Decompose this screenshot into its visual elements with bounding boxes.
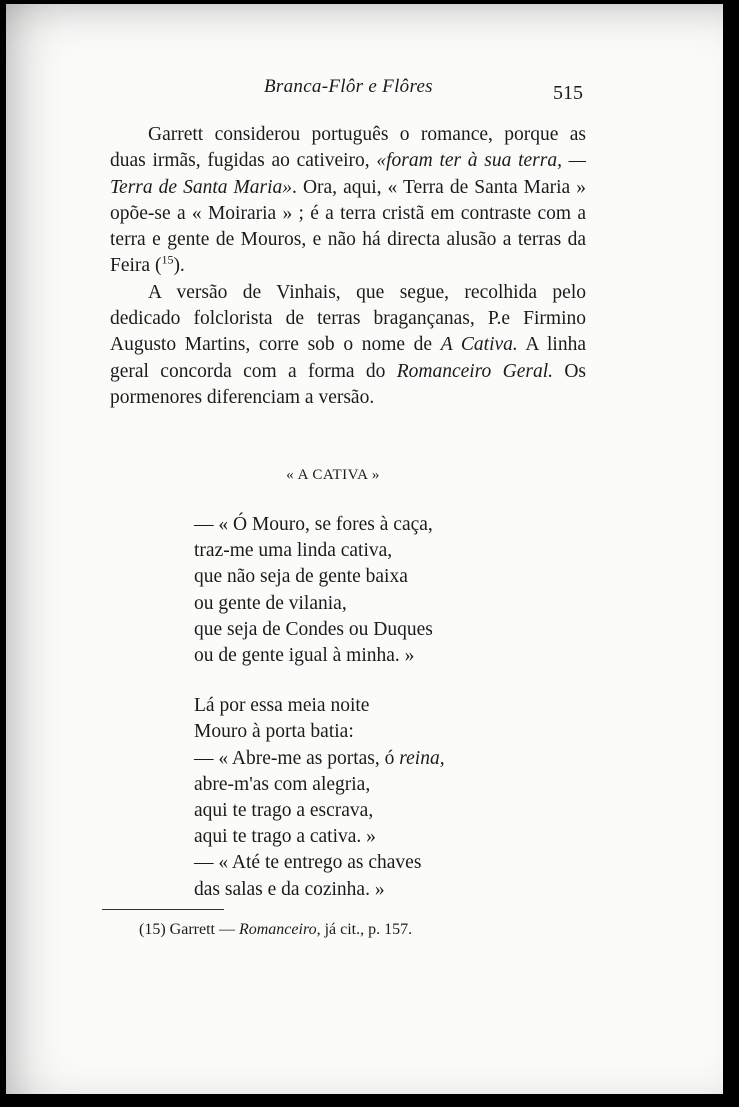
text-run: Lá por essa meia noite (194, 695, 370, 717)
text-run: — « Até te entrego as chaves (194, 852, 422, 874)
verse (194, 693, 445, 719)
text-run: ou gente de vilania, (194, 592, 347, 614)
text-run: aqui te trago a cativa. » (194, 826, 376, 848)
text-run: A Cativa. (440, 334, 518, 356)
text-run: — « Ó Mouro, se fores à caça, (194, 514, 433, 535)
verse (194, 617, 445, 643)
verse (194, 877, 445, 903)
text-run: A versão de Vinhais, que segue, recolhida pelo dedicado folclorista de terras bragançanas, P.e Firmino Augusto Martins, corre sob o nome de (110, 281, 586, 356)
text-run: que não seja de gente baixa (194, 566, 408, 588)
text-run: A linha geral concorda com a forma do (110, 334, 586, 382)
text-run: reina, (399, 747, 445, 769)
body-text (110, 122, 586, 411)
paragraph (110, 122, 586, 280)
verse (194, 824, 445, 850)
verse (194, 564, 445, 590)
text-run: «foram ter à sua terra, — Terra de Santa Maria» (110, 150, 586, 198)
page-number: 515 (553, 82, 583, 104)
verse (194, 591, 445, 617)
text-run: Mouro à porta batia: (194, 721, 354, 743)
verse (194, 746, 445, 772)
text-run: . Ora, aqui, « Terra de Santa Maria » opõe-se a « Moiraria » ; é a terra cristã em contraste com a terra e gente de Mouros, e não há directa alusão a terras da Feira ( (110, 176, 586, 277)
poem (194, 512, 445, 927)
text-run: ou de gente igual à minha. » (194, 645, 415, 667)
text-run: Garrett — (165, 921, 239, 938)
footnote-reference: 15 (161, 252, 174, 267)
stanza (194, 512, 445, 669)
text-run: ). (173, 255, 185, 277)
text-run: aqui te trago a escrava, (194, 800, 374, 822)
text-run: das salas e da cozinha. » (194, 878, 385, 900)
verse (194, 772, 445, 798)
text-run: Os pormenores diferenciam a versão. (110, 360, 587, 408)
text-run: Romanceiro Geral. (396, 360, 553, 382)
paragraph (110, 280, 586, 411)
stanza (194, 693, 445, 903)
book-page (6, 4, 728, 1094)
verse (194, 719, 445, 745)
footnote-divider (102, 909, 224, 910)
verse (194, 512, 445, 538)
footnote (139, 921, 412, 939)
page-edge (723, 4, 728, 1094)
poem-title: « A CATIVA » (286, 467, 380, 483)
text-run: traz-me uma linda cativa, (194, 540, 393, 562)
verse (194, 538, 445, 564)
text-run: (15) (139, 921, 166, 938)
text-run: — « Abre-me as portas, ó (194, 747, 400, 769)
text-run: já cit., p. 157. (320, 921, 413, 938)
text-run: Romanceiro, (238, 921, 321, 938)
running-title: Branca-Flôr e Flôres (264, 76, 433, 97)
verse (194, 643, 445, 669)
text-run: que seja de Condes ou Duques (194, 618, 433, 640)
text-run: abre-m'as com alegria, (194, 773, 371, 795)
verse (194, 798, 445, 824)
text-run: Garrett considerou português o romance, porque as duas irmãs, fugidas ao cativeiro, (110, 124, 586, 172)
verse (194, 850, 445, 876)
